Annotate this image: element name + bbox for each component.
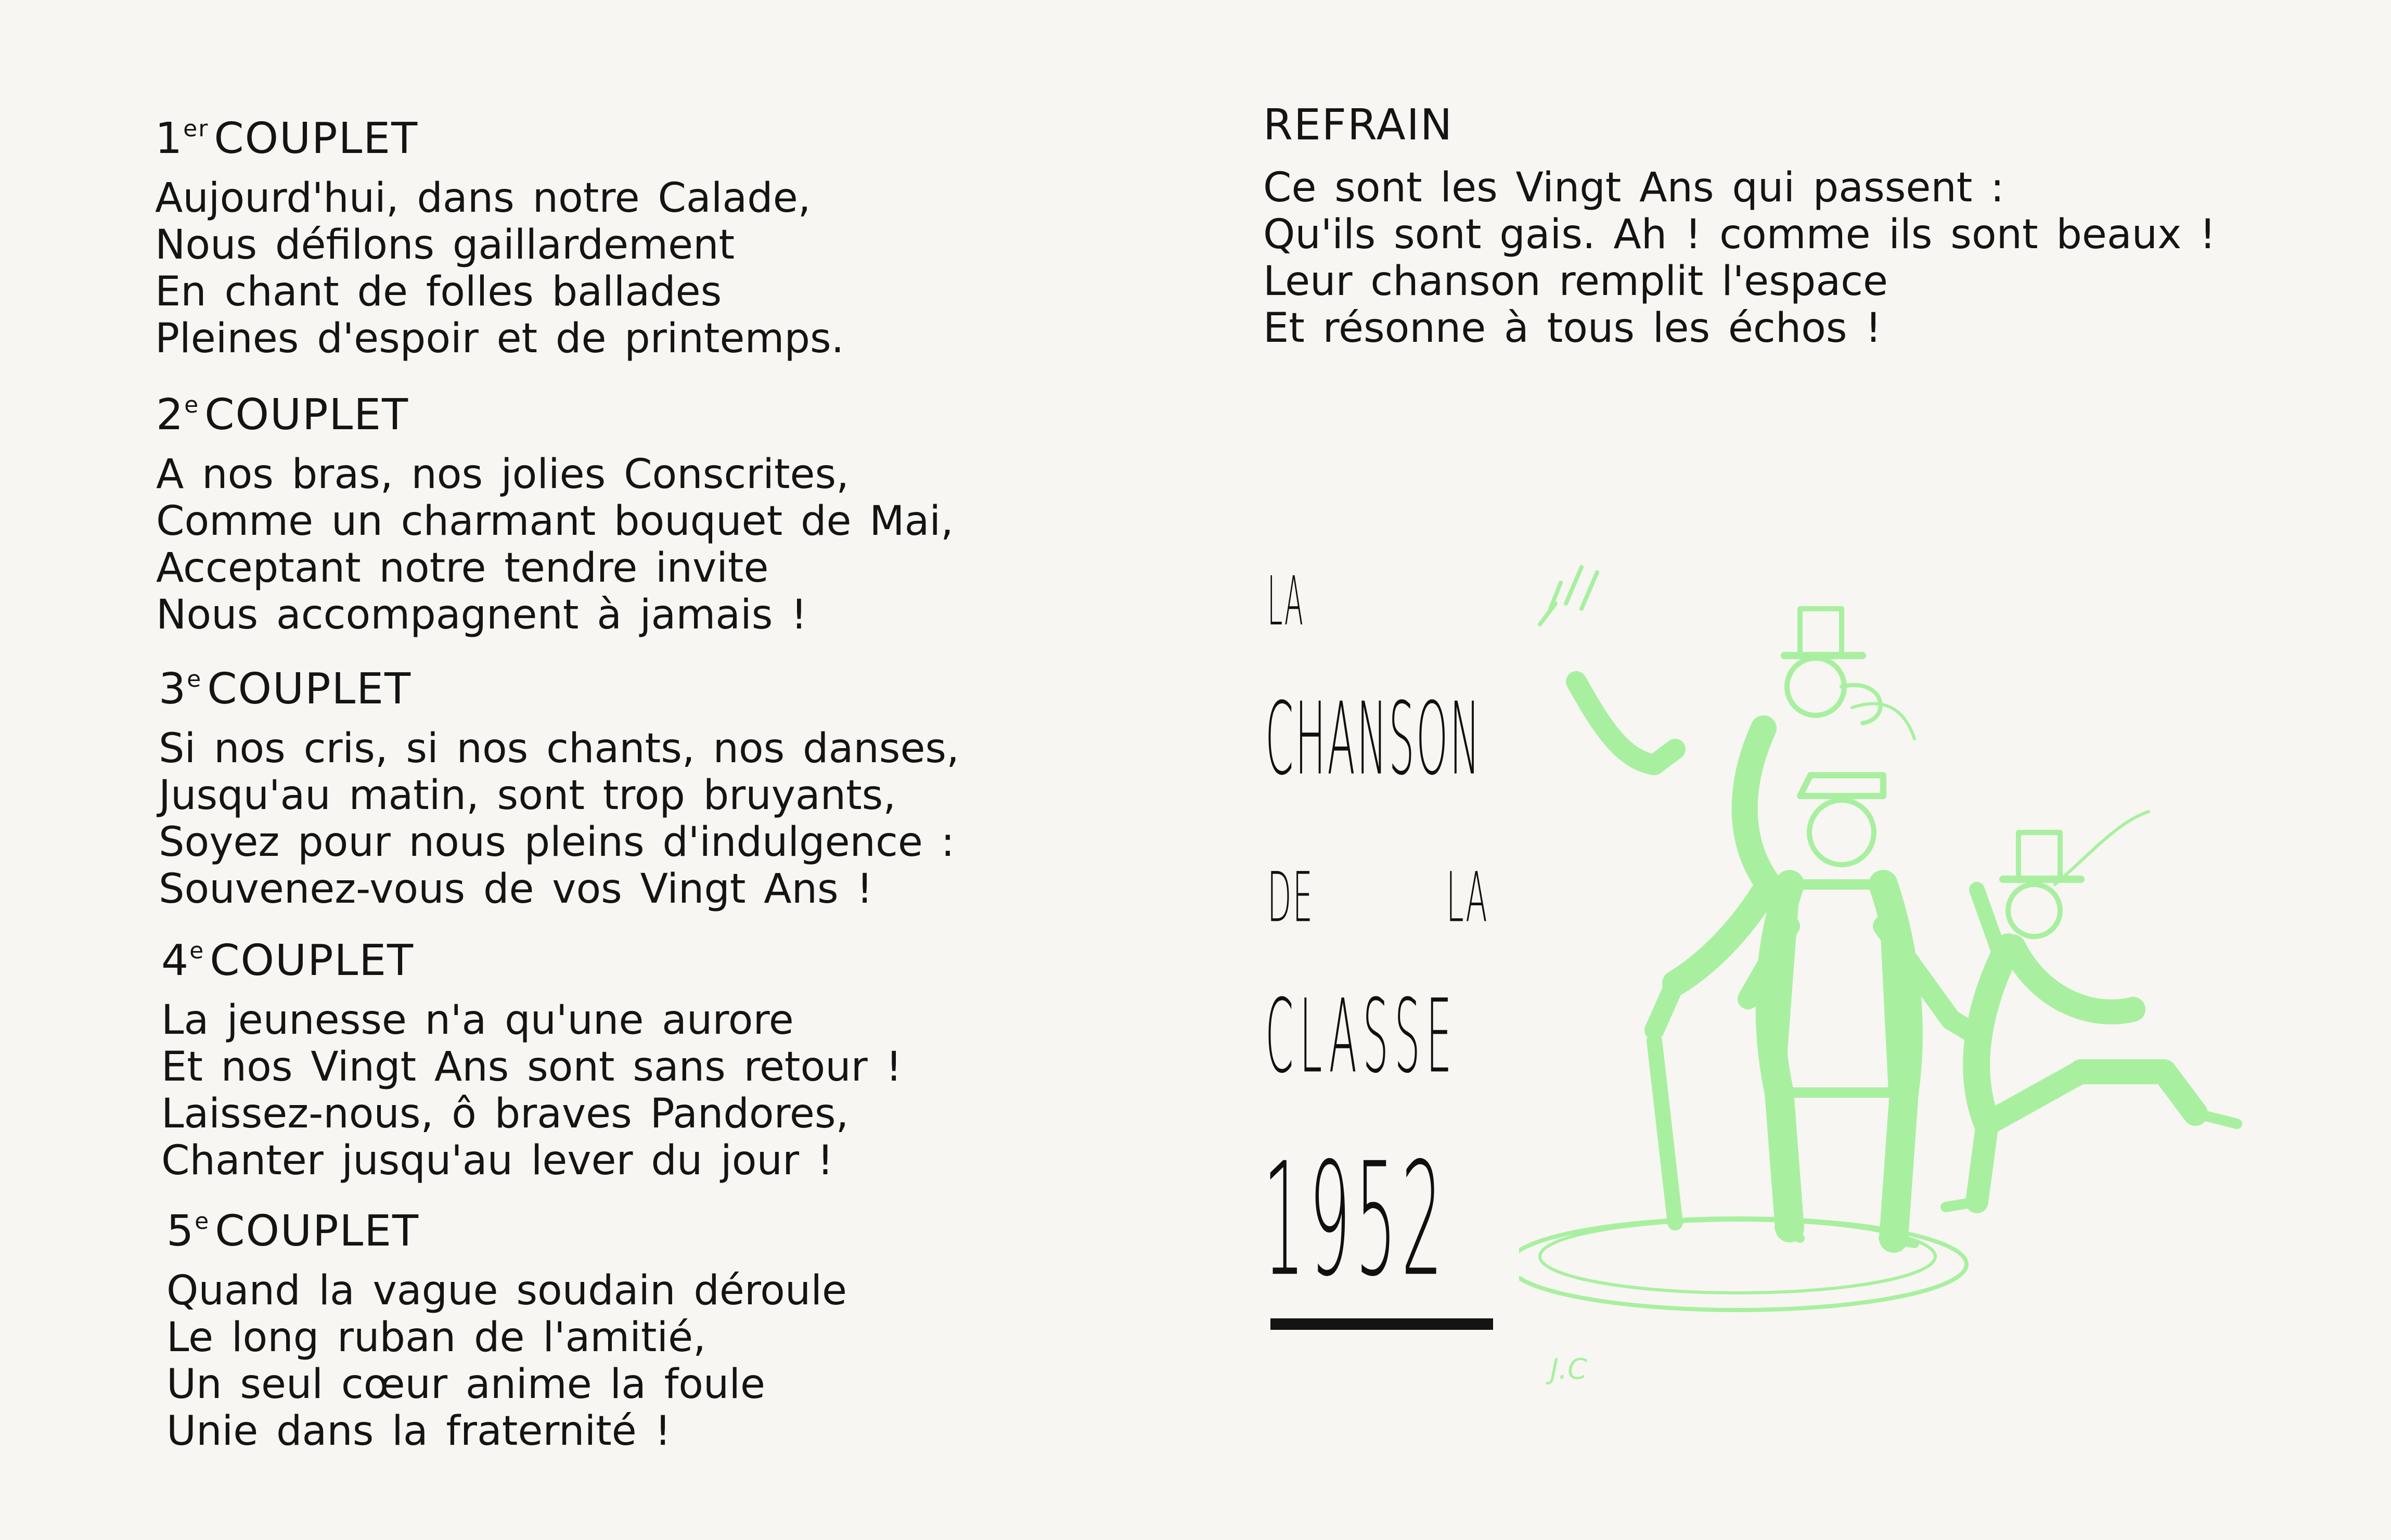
verse-line: A nos bras, nos jolies Conscrites, <box>156 451 849 498</box>
verse-line: Le long ruban de l'amitié, <box>166 1314 706 1361</box>
verse-line: Aujourd'hui, dans notre Calade, <box>155 175 811 222</box>
verse-line: Comme un charmant bouquet de Mai, <box>156 498 954 545</box>
verse-line: Quand la vague soudain déroule <box>166 1267 847 1314</box>
verse-line: Un seul cœur anime la foule <box>166 1361 766 1408</box>
verse-line: Nous défilons gaillardement <box>155 222 735 268</box>
refrain-line: Qu'ils sont gais. Ah ! comme ils sont beaux ! <box>1263 211 2216 258</box>
couplet-heading: 1er COUPLET <box>155 114 419 163</box>
verse-line: Pleines d'espoir et de printemps. <box>155 315 844 362</box>
verse-line: Chanter jusqu'au lever du jour ! <box>161 1137 834 1184</box>
refrain-line: Et résonne à tous les échos ! <box>1263 305 1882 352</box>
couplet-heading: 5e COUPLET <box>166 1207 420 1256</box>
refrain-heading: REFRAIN <box>1263 100 1454 150</box>
title-chanson: CHANSON <box>1265 682 1482 798</box>
verse-line: Souvenez-vous de vos Vingt Ans ! <box>159 866 873 913</box>
couplet-5 <box>166 1207 847 1455</box>
couplet-heading: 4e COUPLET <box>161 936 415 985</box>
title-year: 1952 <box>1263 1129 1448 1311</box>
refrain <box>1263 100 2216 352</box>
verse-line: Et nos Vingt Ans sont sans retour ! <box>161 1044 902 1090</box>
couplet-3 <box>159 664 959 913</box>
verse-line: Jusqu'au matin, sont trop bruyants, <box>159 772 896 819</box>
title-classe: CLASSE <box>1265 978 1458 1096</box>
verse-line: Nous accompagnent à jamais ! <box>156 592 807 638</box>
verse-line: Laissez-nous, ô braves Pandores, <box>161 1090 849 1137</box>
year-underline <box>1270 1318 1493 1330</box>
verse-line: Acceptant notre tendre invite <box>156 545 769 592</box>
couplet-2 <box>156 390 954 638</box>
verse-line: Si nos cris, si nos chants, nos danses, <box>159 725 959 772</box>
couplet-1 <box>155 114 844 362</box>
couplet-4 <box>161 936 902 1184</box>
title-la-2: LA <box>1446 857 1488 938</box>
artist-signature: J.C <box>1550 1353 1587 1385</box>
refrain-line: Leur chanson remplit l'espace <box>1263 258 1888 305</box>
title-de: DE <box>1267 857 1314 938</box>
conscripts-illustration <box>1519 551 2247 1394</box>
title-la: LA <box>1267 562 1305 641</box>
verse-line: La jeunesse n'a qu'une aurore <box>161 997 794 1044</box>
refrain-line: Ce sont les Vingt Ans qui passent : <box>1263 164 2004 211</box>
verse-line: Soyez pour nous pleins d'indulgence : <box>159 819 955 866</box>
verse-line: Unie dans la fraternité ! <box>166 1408 671 1455</box>
couplet-heading: 3e COUPLET <box>159 664 412 714</box>
verse-line: En chant de folles ballades <box>155 268 722 315</box>
couplet-heading: 2e COUPLET <box>156 390 409 440</box>
